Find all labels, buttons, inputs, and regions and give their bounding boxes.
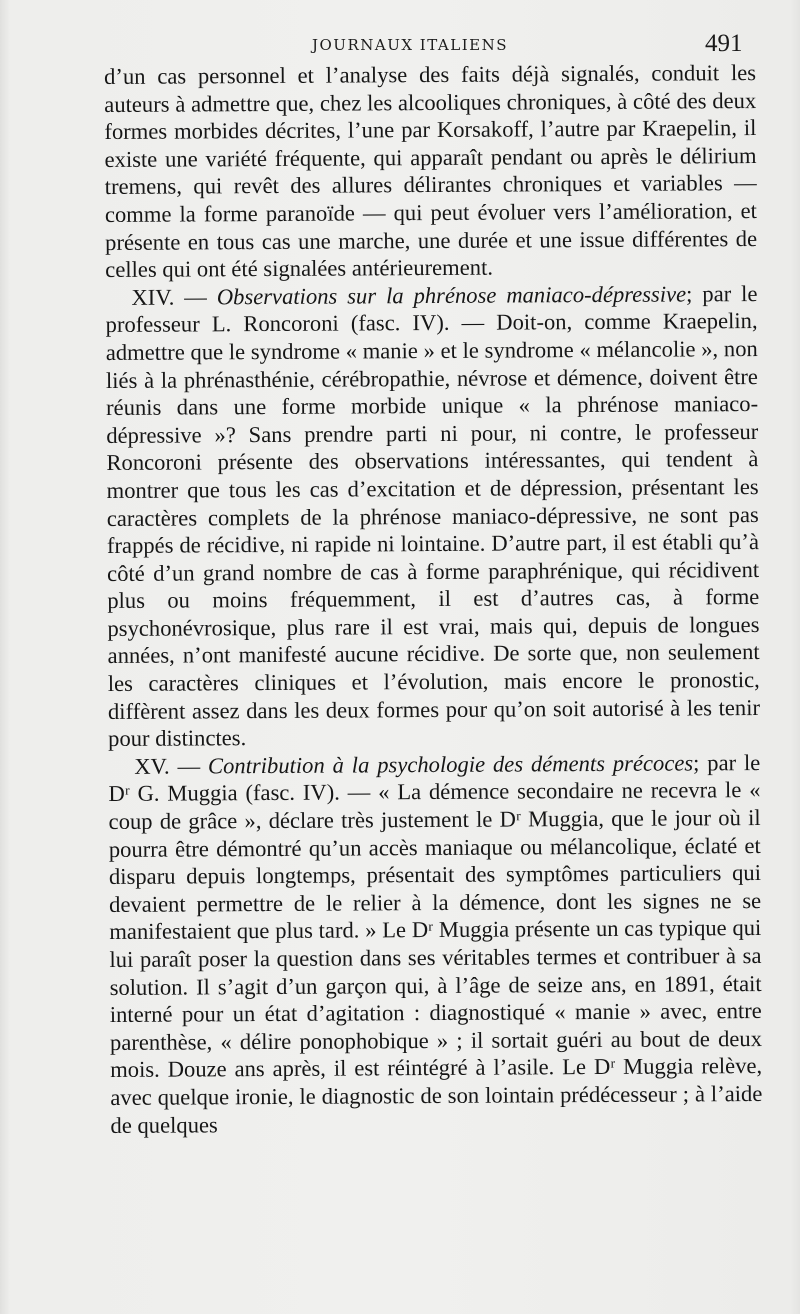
section-body: ; par le Dʳ G. Muggia (fasc. IV). — « La démence secondaire ne recevra le « coup de grâce », déclare très justement le Dʳ Muggia, que le jour où il pourra être démontré qu’un accès maniaque ou mélancolique, éclaté et disparu depuis longtemps, présentait des symptômes particuliers qui devaient permettre de le relier à la démence, dont les signes ne se manifestaient que plus tard. » Le Dʳ Muggia présente un cas typique qui lui paraît poser la question dans ses véritables termes et contribuer à sa solution. Il s’agit d’un garçon qui, à l’âge de seize ans, en 1891, était interné pour un état d’agitation : diagnostiqué « manie » avec, entre parenthèse, « délire ponophobique » ; il sortait guéri au bout de deux mois. Douze ans après, il est réintégré à l’asile. Le Dʳ Muggia relève, avec quelque ironie, le diagnostic de son lointain prédécesseur ; à l’aide de quelques [108,749,763,1138]
section-title: Observations sur la phrénose maniaco-dépressive [216,281,687,310]
paragraph-continuation: d’un cas personnel et l’analyse des faits déjà signalés, conduit les auteurs à admettre que, chez les alcooliques chroniques, à côté des deux formes morbides décrites, l’une par Korsakoff, l’autre par Kraepelin, il existe une variété fréquente, qui apparaît pendant ou après le délirium tremens, qui revêt des allures délirantes chroniques et variables — comme la forme paranoïde — qui peut évoluer vers l’amélioration, et présente en tous cas une marche, une durée et une issue différentes de celles qui ont été signalées antérieurement. [104,60,758,283]
section-xv [108,749,762,1139]
section-body: ; par le professeur L. Roncoroni (fasc. IV). — Doit-on, comme Kraepelin, admettre que le syndrome « manie » et le syndrome « mélancolie », non liés à la phrénasthénie, cérébropathie, névrose et démence, doivent être réunis dans une forme morbide unique « la phrénose maniaco-dépressive »? Sans prendre parti ni pour, ni contre, le professeur Roncoroni présente des observations intéressantes, qui tendent à montrer que tous les cas d’excitation et de dépression, présentant les caractères complets de la phrénose maniaco-dépressive, ne sont pas frappés de récidive, ni rapide ni lointaine. D’autre part, il est établi qu’à côté d’un grand nombre de cas à forme paraphrénique, qui récidivent plus ou moins fréquemment, il est d’autres cas, à forme psychonévrosique, plus rare il est vrai, mais qui, depuis de longues années, n’ont manifesté aucune récidive. De sorte que, non seulement les caractères cliniques et l’évolution, mais encore le pronostic, diffèrent assez dans les deux formes pour qu’on soit autorisé à les tenir pour distinctes. [105,280,761,752]
page-number: 491 [705,30,743,57]
section-number: XIV. [131,284,175,310]
section-dash: — [169,753,209,779]
body-text [104,59,763,1139]
section-title: Contribution à la psychologie des déments précoces [207,750,694,779]
running-title: JOURNAUX ITALIENS [312,36,508,54]
section-xiv [105,280,760,753]
section-dash: — [174,284,217,310]
section-number: XV. [134,753,170,779]
